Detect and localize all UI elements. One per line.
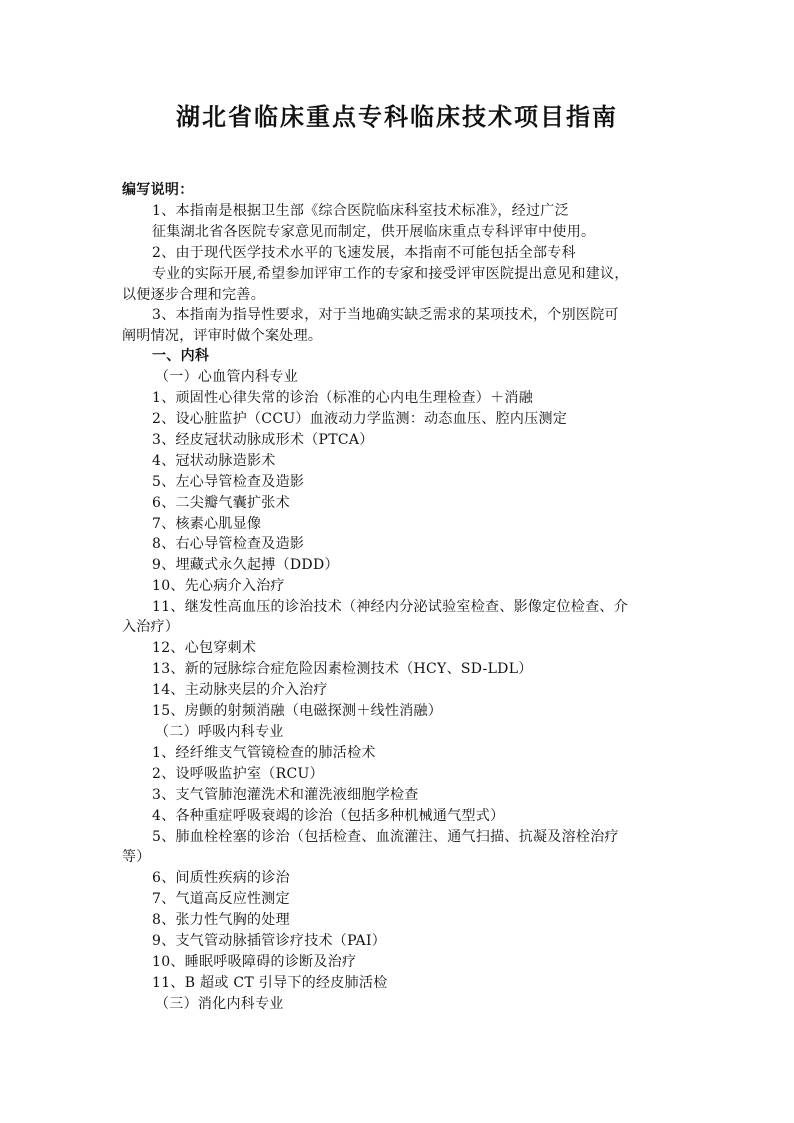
subsection-heading-gastroenterology: （三）消化内科专业 [155, 996, 284, 1012]
list-item: 6、间质性疾病的诊治 [152, 870, 290, 886]
list-item: 8、右心导管检查及造影 [152, 536, 305, 552]
list-item: 9、支气管动脉插管诊疗技术（PAI） [152, 933, 387, 949]
intro-line: 1、本指南是根据卫生部《综合医院临床科室技术标准》，经过广泛 [152, 203, 569, 219]
list-item: 10、先心病介入治疗 [152, 578, 285, 594]
list-item: 8、张力性气胸的处理 [152, 912, 290, 928]
intro-line: 征集湖北省各医院专家意见而制定，供开展临床重点专科评审中使用。 [152, 224, 596, 240]
list-item: 5、肺血栓栓塞的诊治（包括检查、血流灌注、通气扫描、抗凝及溶栓治疗 [152, 829, 619, 845]
list-item: 14、主动脉夹层的介入治疗 [152, 682, 328, 698]
section-heading-internal-medicine: 一、内科 [152, 348, 210, 364]
list-item: 9、埋藏式永久起搏（DDD） [152, 557, 339, 573]
list-item: 7、核素心肌显像 [152, 516, 262, 532]
list-item: 2、设心脏监护（CCU）血液动力学监测：动态血压、腔内压测定 [152, 411, 568, 427]
intro-line: 阐明情况，评审时做个案处理。 [122, 328, 323, 344]
list-item: 10、睡眠呼吸障碍的诊断及治疗 [152, 954, 357, 970]
list-item: 5、左心导管检查及造影 [152, 474, 305, 490]
list-item: 4、冠状动脉造影术 [152, 453, 276, 469]
list-item: 2、设呼吸监护室（RCU） [152, 766, 324, 782]
intro-line: 3、本指南为指导性要求，对于当地确实缺乏需求的某项技术，个别医院可 [152, 307, 619, 323]
intro-line: 2、由于现代医学技术水平的飞速发展，本指南不可能包括全部专科 [152, 245, 576, 261]
list-item: 7、气道高反应性测定 [152, 891, 290, 907]
list-item-continuation: 等） [122, 849, 151, 865]
list-item: 1、经纤维支气管镜检查的肺活检术 [152, 745, 376, 761]
list-item: 3、支气管肺泡灌洗术和灌洗液细胞学检查 [152, 787, 419, 803]
list-item: 4、各种重症呼吸衰竭的诊治（包括多种机械通气型式） [152, 808, 505, 824]
intro-line: 以便逐步合理和完善。 [122, 287, 265, 303]
list-item: 13、新的冠脉综合症危险因素检测技术（HCY、SD-LDL） [152, 661, 533, 677]
intro-heading: 编写说明： [122, 182, 194, 198]
subsection-heading-cardiology: （一）心血管内科专业 [155, 369, 298, 385]
list-item: 15、房颤的射频消融（电磁探测＋线性消融） [152, 703, 443, 719]
list-item: 12、心包穿刺术 [152, 640, 257, 656]
document-title: 湖北省临床重点专科临床技术项目指南 [176, 102, 618, 131]
list-item: 11、B 超或 CT 引导下的经皮肺活检 [152, 975, 388, 991]
subsection-heading-respiratory: （二）呼吸内科专业 [155, 724, 284, 740]
list-item: 11、继发性高血压的诊治技术（神经内分泌试验室检查、影像定位检查、介 [152, 599, 629, 615]
list-item: 3、经皮冠状动脉成形术（PTCA） [152, 432, 374, 448]
intro-line: 专业的实际开展,希望参加评审工作的专家和接受评审医院提出意见和建议， [152, 266, 629, 282]
list-item: 1、顽固性心律失常的诊治（标准的心内电生理检查）＋消融 [152, 390, 534, 406]
list-item-continuation: 入治疗） [122, 619, 180, 635]
list-item: 6、二尖瓣气囊扩张术 [152, 495, 290, 511]
